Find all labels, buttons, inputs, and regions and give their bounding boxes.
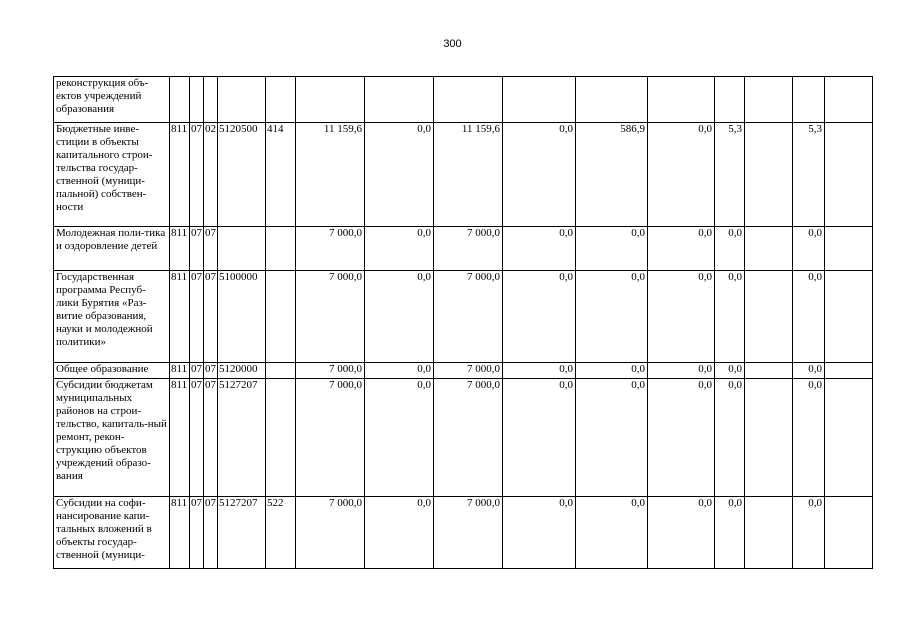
cell-target-code — [218, 77, 266, 123]
row-name: Бюджетные инве-стиции в объекты капитального строи-тельства государ-ственной (муници-пальной) собствен-ности — [54, 123, 170, 227]
table-row — [54, 497, 873, 569]
cell-value-1 — [296, 77, 365, 123]
cell-value-3: 11 159,6 — [434, 123, 503, 227]
row-name: Государственная программа Респуб-лики Бурятия «Раз-витие образования, науки и молодежной политики» — [54, 271, 170, 363]
cell-value-5: 586,9 — [576, 123, 648, 227]
cell-value-7: 0,0 — [715, 363, 745, 379]
cell-value-3: 7 000,0 — [434, 227, 503, 271]
cell-empty — [745, 271, 793, 363]
cell-expense-type-code — [266, 363, 296, 379]
cell-value-5: 0,0 — [576, 497, 648, 569]
cell-value-8: 0,0 — [793, 227, 825, 271]
cell-value-1: 7 000,0 — [296, 271, 365, 363]
cell-value-6 — [648, 77, 715, 123]
cell-value-1: 7 000,0 — [296, 379, 365, 497]
cell-value-2: 0,0 — [365, 363, 434, 379]
cell-empty — [745, 379, 793, 497]
cell-subsection-code: 07 — [204, 363, 218, 379]
budget-table — [53, 76, 873, 569]
cell-empty — [745, 227, 793, 271]
cell-empty — [745, 123, 793, 227]
cell-section-code: 07 — [190, 123, 204, 227]
cell-value-3 — [434, 77, 503, 123]
cell-empty — [825, 271, 873, 363]
cell-value-6: 0,0 — [648, 497, 715, 569]
cell-target-code: 5127207 — [218, 497, 266, 569]
cell-value-8: 0,0 — [793, 271, 825, 363]
cell-value-7: 0,0 — [715, 497, 745, 569]
cell-section-code: 07 — [190, 497, 204, 569]
row-name: Субсидии на софи-нансирование капи-тальных вложений в объекты государ-ственной (муници- — [54, 497, 170, 569]
cell-expense-type-code — [266, 271, 296, 363]
cell-value-8: 5,3 — [793, 123, 825, 227]
cell-value-5 — [576, 77, 648, 123]
cell-value-8: 0,0 — [793, 379, 825, 497]
cell-section-code — [190, 77, 204, 123]
cell-value-8: 0,0 — [793, 363, 825, 379]
cell-value-4: 0,0 — [503, 227, 576, 271]
cell-value-1: 7 000,0 — [296, 363, 365, 379]
cell-value-8 — [793, 77, 825, 123]
cell-value-6: 0,0 — [648, 227, 715, 271]
cell-value-2: 0,0 — [365, 379, 434, 497]
cell-value-2: 0,0 — [365, 227, 434, 271]
cell-empty — [825, 497, 873, 569]
table-row — [54, 227, 873, 271]
cell-expense-type-code — [266, 227, 296, 271]
cell-value-2: 0,0 — [365, 123, 434, 227]
cell-value-7: 0,0 — [715, 379, 745, 497]
cell-value-4: 0,0 — [503, 379, 576, 497]
cell-expense-type-code — [266, 379, 296, 497]
cell-subsection-code — [204, 77, 218, 123]
cell-value-6: 0,0 — [648, 123, 715, 227]
page-number: 300 — [443, 38, 462, 50]
cell-subsection-code: 07 — [204, 271, 218, 363]
cell-value-2: 0,0 — [365, 497, 434, 569]
cell-section-code: 07 — [190, 379, 204, 497]
cell-value-7: 0,0 — [715, 271, 745, 363]
table-row — [54, 123, 873, 227]
cell-ministry-code: 811 — [170, 123, 190, 227]
cell-expense-type-code — [266, 77, 296, 123]
cell-target-code: 5127207 — [218, 379, 266, 497]
cell-value-4: 0,0 — [503, 271, 576, 363]
cell-empty — [745, 77, 793, 123]
cell-empty — [825, 77, 873, 123]
cell-empty — [745, 363, 793, 379]
cell-ministry-code — [170, 77, 190, 123]
cell-section-code: 07 — [190, 271, 204, 363]
table-row — [54, 363, 873, 379]
cell-value-8: 0,0 — [793, 497, 825, 569]
cell-value-3: 7 000,0 — [434, 363, 503, 379]
cell-value-5: 0,0 — [576, 379, 648, 497]
cell-ministry-code: 811 — [170, 363, 190, 379]
cell-empty — [745, 497, 793, 569]
cell-value-1: 7 000,0 — [296, 497, 365, 569]
cell-value-3: 7 000,0 — [434, 497, 503, 569]
table-row — [54, 77, 873, 123]
cell-value-4: 0,0 — [503, 363, 576, 379]
cell-value-5: 0,0 — [576, 271, 648, 363]
cell-value-6: 0,0 — [648, 271, 715, 363]
cell-ministry-code: 811 — [170, 497, 190, 569]
cell-value-5: 0,0 — [576, 227, 648, 271]
cell-section-code: 07 — [190, 363, 204, 379]
cell-value-6: 0,0 — [648, 363, 715, 379]
cell-value-7 — [715, 77, 745, 123]
cell-subsection-code: 07 — [204, 227, 218, 271]
cell-empty — [825, 363, 873, 379]
cell-value-6: 0,0 — [648, 379, 715, 497]
cell-ministry-code: 811 — [170, 227, 190, 271]
cell-expense-type-code: 522 — [266, 497, 296, 569]
cell-ministry-code: 811 — [170, 271, 190, 363]
cell-target-code: 5120500 — [218, 123, 266, 227]
cell-value-1: 11 159,6 — [296, 123, 365, 227]
table-row — [54, 271, 873, 363]
cell-ministry-code: 811 — [170, 379, 190, 497]
row-name: Общее образование — [54, 363, 170, 379]
cell-value-7: 5,3 — [715, 123, 745, 227]
cell-value-4 — [503, 77, 576, 123]
cell-target-code — [218, 227, 266, 271]
cell-target-code: 5100000 — [218, 271, 266, 363]
cell-value-7: 0,0 — [715, 227, 745, 271]
cell-value-3: 7 000,0 — [434, 379, 503, 497]
cell-empty — [825, 123, 873, 227]
cell-value-4: 0,0 — [503, 497, 576, 569]
cell-value-4: 0,0 — [503, 123, 576, 227]
table-row — [54, 379, 873, 497]
cell-subsection-code: 07 — [204, 379, 218, 497]
row-name: Молодежная поли-тика и оздоровление детей — [54, 227, 170, 271]
cell-subsection-code: 07 — [204, 497, 218, 569]
cell-value-1: 7 000,0 — [296, 227, 365, 271]
cell-expense-type-code: 414 — [266, 123, 296, 227]
row-name: реконструкция объ-ектов учреждений образования — [54, 77, 170, 123]
cell-value-2 — [365, 77, 434, 123]
cell-empty — [825, 227, 873, 271]
cell-target-code: 5120000 — [218, 363, 266, 379]
row-name: Субсидии бюджетам муниципальных районов на строи-тельство, капиталь-ный ремонт, рекон-струкцию объектов учреждений образо-вания — [54, 379, 170, 497]
cell-value-5: 0,0 — [576, 363, 648, 379]
cell-section-code: 07 — [190, 227, 204, 271]
cell-value-2: 0,0 — [365, 271, 434, 363]
cell-empty — [825, 379, 873, 497]
cell-value-3: 7 000,0 — [434, 271, 503, 363]
cell-subsection-code: 02 — [204, 123, 218, 227]
